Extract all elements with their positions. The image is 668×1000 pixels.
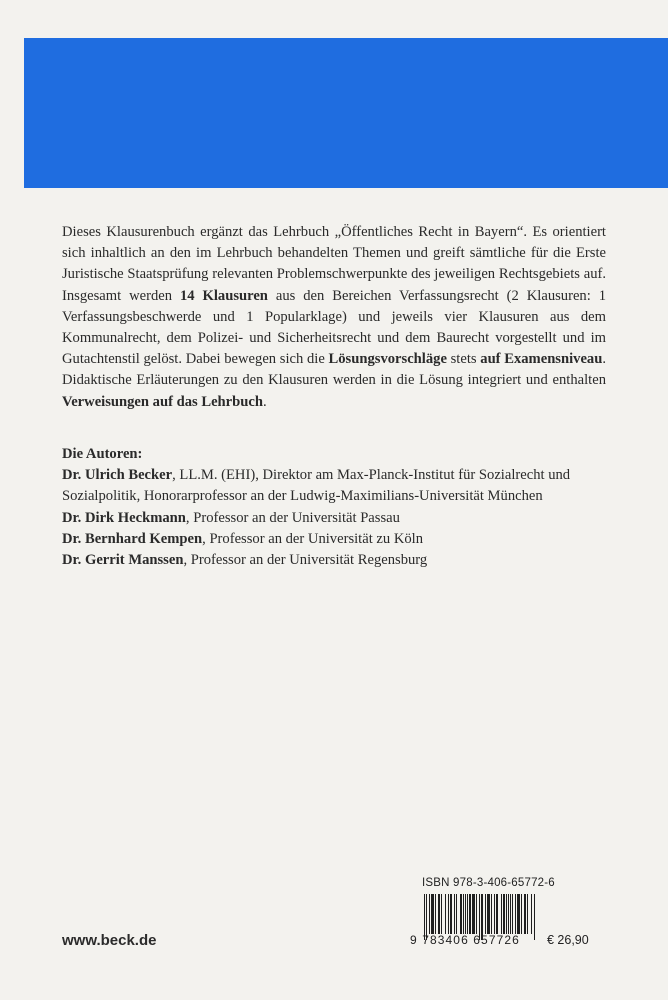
author-name: Dr. Gerrit Manssen xyxy=(62,552,184,569)
barcode-block xyxy=(410,877,636,967)
author-entry xyxy=(62,508,622,529)
price-label: € 26,90 xyxy=(547,933,589,947)
description-text-5: . xyxy=(262,393,267,410)
description-bold-klausuren: 14 Klausuren xyxy=(179,287,268,304)
author-name: Dr. Bernhard Kempen xyxy=(62,530,203,547)
author-name: Dr. Dirk Heckmann xyxy=(62,509,186,526)
description-text-4: . Didaktische Erläuterungen zu den Klausuren werden in die Lösung integriert und enthalten xyxy=(62,351,607,389)
description-bold-loesungsvorschlaege: Lösungsvorschläge xyxy=(328,351,447,368)
isbn-text: ISBN 978-3-406-65772-6 xyxy=(422,877,555,889)
author-description: , Professor an der Universität zu Köln xyxy=(202,530,424,547)
authors-section xyxy=(62,444,622,571)
description-bold-verweisungen: Verweisungen auf das Lehrbuch xyxy=(62,393,263,410)
book-description xyxy=(62,222,606,413)
author-description: , LL.M. (EHI), Direktor am Max-Planck-Institut für Sozialrecht und Sozialpolitik, Honorarprofessor an der Ludwig-Maximilians-Universität München xyxy=(62,467,571,505)
author-entry xyxy=(62,465,622,507)
author-entry xyxy=(62,529,622,550)
description-bold-examensniveau: auf Examensniveau xyxy=(480,351,603,368)
cover-blue-band xyxy=(24,38,668,188)
author-description: , Professor an der Universität Passau xyxy=(185,509,400,526)
authors-heading: Die Autoren: xyxy=(62,446,143,462)
description-text-3: stets xyxy=(446,351,481,368)
description-text-2: aus den Bereichen Verfassungsrecht (2 Klausuren: 1 Verfassungsbeschwerde und 1 Popularklage) und jeweils vier Klausuren aus dem Kommunalrecht, dem Polizei- und Sicherheitsrecht und dem Baurecht vorgestellt und im Gutachtenstil gelöst. Dabei bewegen sich die xyxy=(62,287,607,368)
author-description: , Professor an der Universität Regensburg xyxy=(183,552,428,569)
description-text-1: Dieses Klausurenbuch ergänzt das Lehrbuch „Öffentliches Recht in Bayern“. Es orientiert sich inhaltlich an den im Lehrbuch behandelten Themen und greift sämtliche für die Erste Juristische Staatsprüfung relevanten Problemschwerpunkte des jeweiligen Rechtsgebiets auf. Insgesamt werden xyxy=(62,224,606,304)
publisher-website: www.beck.de xyxy=(62,932,157,949)
author-entry xyxy=(62,550,622,571)
author-name: Dr. Ulrich Becker xyxy=(62,467,173,484)
barcode-digits: 9 783406 657726 xyxy=(410,933,520,947)
